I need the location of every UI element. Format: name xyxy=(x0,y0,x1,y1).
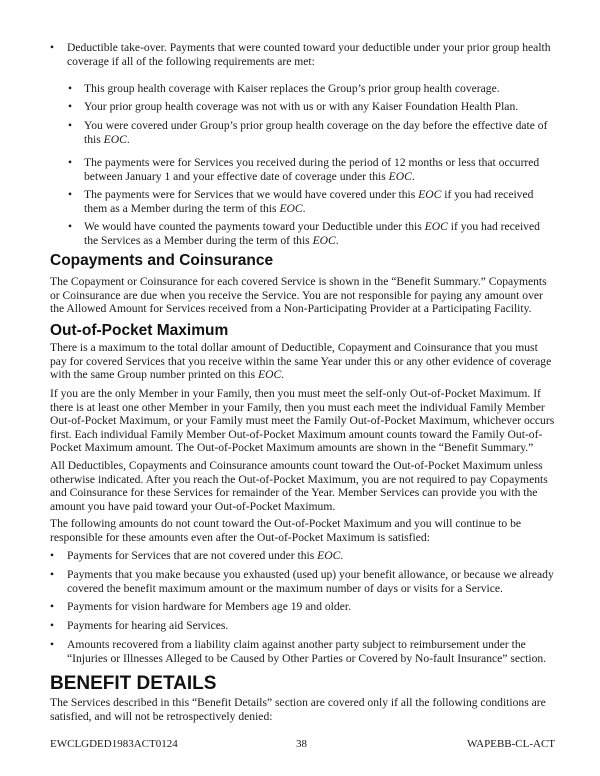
bullet-text: Amounts recovered from a liability claim against another party subject to reimbursement under the “Injuries or Illnesses Alleged to be Caused by Other Parties or Covered by No-fault Insurance” section. xyxy=(67,638,547,665)
list-item xyxy=(50,619,556,633)
section-heading-out-of-pocket: Out-of-Pocket Maximum xyxy=(50,322,229,339)
eoc-term: EOC xyxy=(312,233,336,247)
text: if you had received them as a Member during the term of this xyxy=(84,188,534,215)
list-item xyxy=(50,549,556,563)
bullet-text: Payments for hearing aid Services. xyxy=(67,619,229,632)
section-heading-copayments: Copayments and Coinsurance xyxy=(50,252,274,269)
bullet-text: Payments that you make because you exhausted (used up) your benefit allowance, or because we already covered the benefit maximum amount or the maximum number of days or visits for a Service. xyxy=(67,568,554,595)
eoc-term: EOC xyxy=(279,201,303,215)
bullet-icon: • xyxy=(68,220,73,233)
text: The payments were for Services you received during the period of 12 months or less that occurred between January 1 and your effective date of coverage under this xyxy=(84,156,540,183)
text: This group health coverage with Kaiser replaces the Group’s prior group health coverage. xyxy=(84,82,500,95)
section-heading-benefit-details: BENEFIT DETAILS xyxy=(50,673,217,694)
text: . xyxy=(340,549,344,562)
footer-page-number: 38 xyxy=(296,738,307,750)
oop-paragraph-3: All Deductibles, Copayments and Coinsurance amounts count toward the Out-of-Pocket Maximum unless otherwise indicated. After you reach the Out-of-Pocket Maximum, you are not required to pay Copayments and Coinsurance for these Services for remainder of the Year. Member Services can provide you with the amount you have paid toward your Out-of-Pocket Maximum. xyxy=(50,459,548,513)
bullet-icon: • xyxy=(68,100,73,113)
text: The payments were for Services that we would have covered under this xyxy=(84,188,419,201)
bullet-text xyxy=(84,82,556,96)
bullet-icon: • xyxy=(68,119,73,132)
bullet-text xyxy=(67,549,556,563)
list-item xyxy=(50,568,556,595)
bullet-icon: • xyxy=(50,568,55,581)
text: . xyxy=(302,201,306,215)
text: There is a maximum to the total dollar amount of Deductible, Copayment and Coinsurance that you must pay for covered Services that you receive within the same Year under this or any other evidence of coverage with the same Group number printed on this xyxy=(50,341,552,382)
text: . xyxy=(411,169,415,183)
bullet-text xyxy=(84,119,556,146)
oop-paragraph-1 xyxy=(50,341,556,382)
eoc-term: EOC xyxy=(317,549,341,562)
text: Payments for Services that are not covered under this xyxy=(67,549,318,562)
eoc-term: EOC xyxy=(103,132,127,146)
bullet-icon: • xyxy=(50,638,55,651)
eoc-term: EOC xyxy=(258,368,282,382)
text: You were covered under Group’s prior group health coverage on the day before the effective date of this xyxy=(84,119,548,146)
list-item xyxy=(50,638,556,665)
bullet-text xyxy=(84,188,556,215)
sub-list-item xyxy=(68,119,556,146)
sub-list-item xyxy=(68,156,556,183)
bullet-text: Deductible take-over. Payments that were counted toward your deductible under your prior group health coverage if all of the following requirements are met: xyxy=(67,41,551,68)
bullet-icon: • xyxy=(50,41,55,54)
list-item xyxy=(50,41,556,68)
sub-list-item xyxy=(68,188,556,215)
oop-paragraph-2: If you are the only Member in your Family, then you must meet the self-only Out-of-Pocket Maximum. If there is at least one other Member in your Family, then you must each meet the individual Family Member Out-of-Pocket Maximum, or your Family must meet the Family Out-of-Pocket Maximum, whichever occurs first. Each individual Family Member Out-of-Pocket Maximum amount counts toward the Family Out-of-Pocket Maximum amount. The Out-of-Pocket Maximum amounts are shown in the “Benefit Summary.” xyxy=(50,387,555,455)
sub-list-item xyxy=(68,82,556,96)
bullet-icon: • xyxy=(50,600,55,613)
bullet-icon: • xyxy=(68,82,73,95)
text: We would have counted the payments toward your Deductible under this xyxy=(84,220,425,233)
eoc-term: EOC xyxy=(424,220,448,233)
text: . xyxy=(126,132,130,146)
sub-list-item xyxy=(68,220,556,247)
footer-plan-code: WAPEBB-CL-ACT xyxy=(467,738,555,750)
eoc-term: EOC xyxy=(388,169,412,183)
text: Your prior group health coverage was not with us or with any Kaiser Foundation Health Plan. xyxy=(84,100,519,113)
bullet-text xyxy=(84,220,556,247)
footer-document-code: EWCLGDED1983ACT0124 xyxy=(50,738,178,750)
list-item xyxy=(50,600,556,614)
eoc-term: EOC xyxy=(418,188,442,201)
bullet-icon: • xyxy=(68,188,73,201)
text: . xyxy=(281,368,285,382)
oop-paragraph-4: The following amounts do not count toward the Out-of-Pocket Maximum and you will continue to be responsible for these amounts even after the Out-of-Pocket Maximum is satisfied: xyxy=(50,517,522,544)
bullet-icon: • xyxy=(50,549,55,562)
text: if you had received the Services as a Member during the term of this xyxy=(84,220,540,247)
bullet-icon: • xyxy=(50,619,55,632)
text: . xyxy=(335,233,339,247)
sub-list-item xyxy=(68,100,556,114)
benefit-paragraph: The Services described in this “Benefit Details” section are covered only if all the following conditions are satisfied, and will not be retrospectively denied: xyxy=(50,696,546,723)
bullet-text: Payments for vision hardware for Members age 19 and older. xyxy=(67,600,351,613)
bullet-text xyxy=(84,100,556,114)
bullet-icon: • xyxy=(68,156,73,169)
bullet-text xyxy=(84,156,556,183)
copay-paragraph: The Copayment or Coinsurance for each covered Service is shown in the “Benefit Summary.” Copayments or Coinsurance are due when you receive the Service. You are not responsible for paying any amount over the Allowed Amount for Services received from a Non-Participating Provider at a Participating Facility. xyxy=(50,275,547,316)
